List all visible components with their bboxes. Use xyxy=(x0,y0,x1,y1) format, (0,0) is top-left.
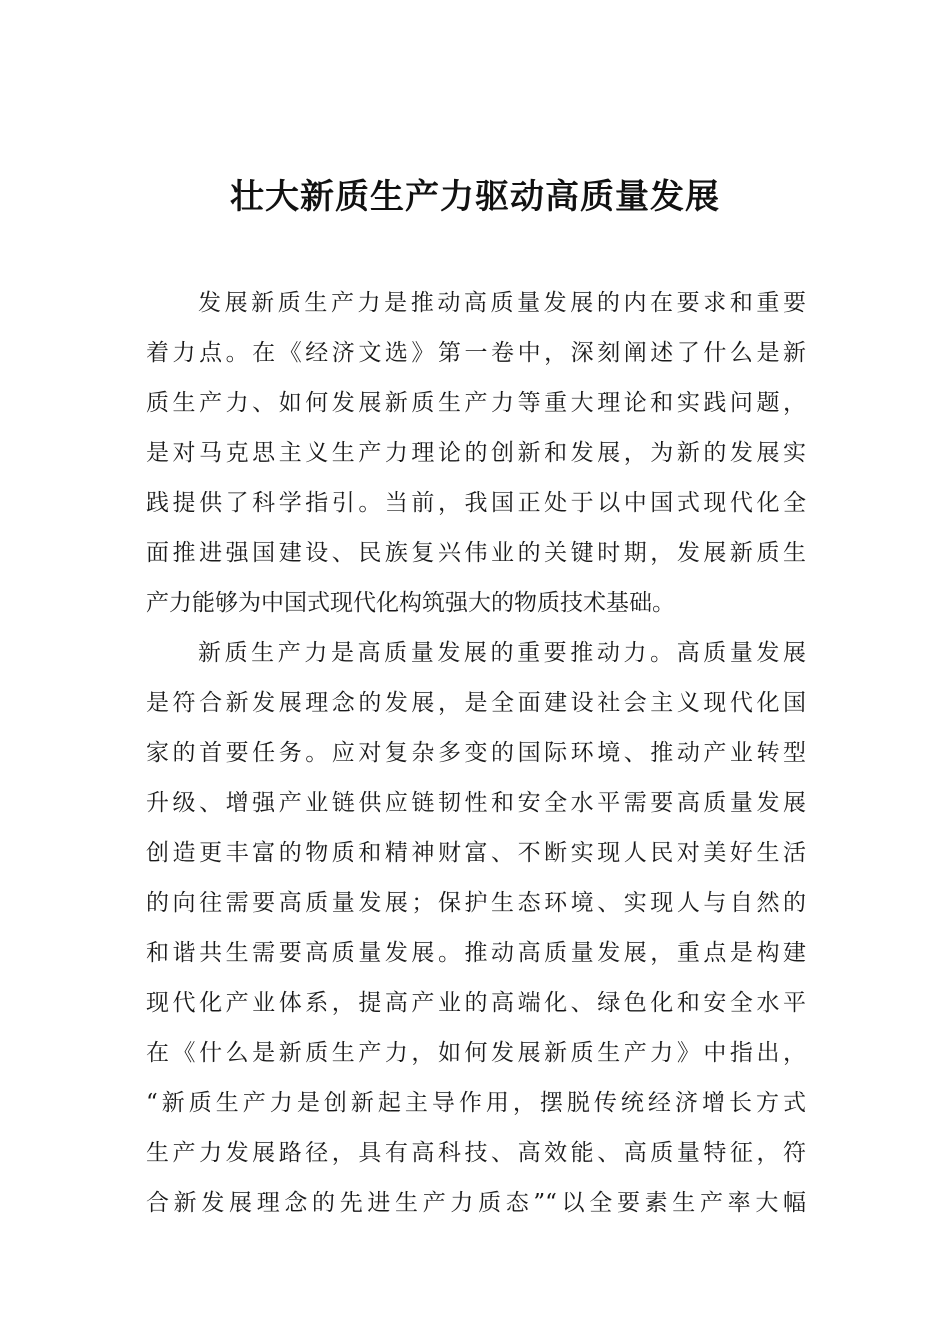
paragraph-1-line-5: 践提供了科学指引。当前，我国正处于以中国式现代化全 xyxy=(146,490,806,516)
paragraph-1-line-7: 产力能够为中国式现代化构筑强大的物质技术基础。 xyxy=(146,590,675,616)
paragraph-2-line-4: 升级、增强产业链供应链韧性和安全水平需要高质量发展 xyxy=(146,790,806,816)
paragraph-1-line-4: 是对马克思主义生产力理论的创新和发展，为新的发展实 xyxy=(146,440,806,466)
paragraph-1-line-2: 着力点。在《经济文选》第一卷中，深刻阐述了什么是新 xyxy=(146,340,806,366)
paragraph-2-line-12: 合新发展理念的先进生产力质态”“以全要素生产率大幅 xyxy=(146,1190,806,1216)
document-title: 壮大新质生产力驱动高质量发展 xyxy=(230,177,720,217)
paragraph-2-line-7: 和谐共生需要高质量发展。推动高质量发展，重点是构建 xyxy=(146,940,806,966)
paragraph-1-line-3: 质生产力、如何发展新质生产力等重大理论和实践问题， xyxy=(146,390,806,416)
document-body xyxy=(146,278,806,1228)
paragraph-2-line-5: 创造更丰富的物质和精神财富、不断实现人民对美好生活 xyxy=(146,840,806,866)
paragraph-2-line-8: 现代化产业体系，提高产业的高端化、绿色化和安全水平 xyxy=(146,990,806,1016)
paragraph-2-line-3: 家的首要任务。应对复杂多变的国际环境、推动产业转型 xyxy=(146,740,806,766)
paragraph-2-line-2: 是符合新发展理念的发展，是全面建设社会主义现代化国 xyxy=(146,690,806,716)
paragraph-2-line-11: 生产力发展路径，具有高科技、高效能、高质量特征，符 xyxy=(146,1140,806,1166)
paragraph-2-line-10: “新质生产力是创新起主导作用，摆脱传统经济增长方式 xyxy=(146,1090,806,1116)
paragraph-2-line-1: 新质生产力是高质量发展的重要推动力。高质量发展 xyxy=(198,640,806,666)
paragraph-1-line-1: 发展新质生产力是推动高质量发展的内在要求和重要 xyxy=(198,290,806,316)
paragraph-2-line-9: 在《什么是新质生产力，如何发展新质生产力》中指出， xyxy=(146,1040,806,1066)
paragraph-2-line-6: 的向往需要高质量发展；保护生态环境、实现人与自然的 xyxy=(146,890,806,916)
paragraph-1-line-6: 面推进强国建设、民族复兴伟业的关键时期，发展新质生 xyxy=(146,540,806,566)
